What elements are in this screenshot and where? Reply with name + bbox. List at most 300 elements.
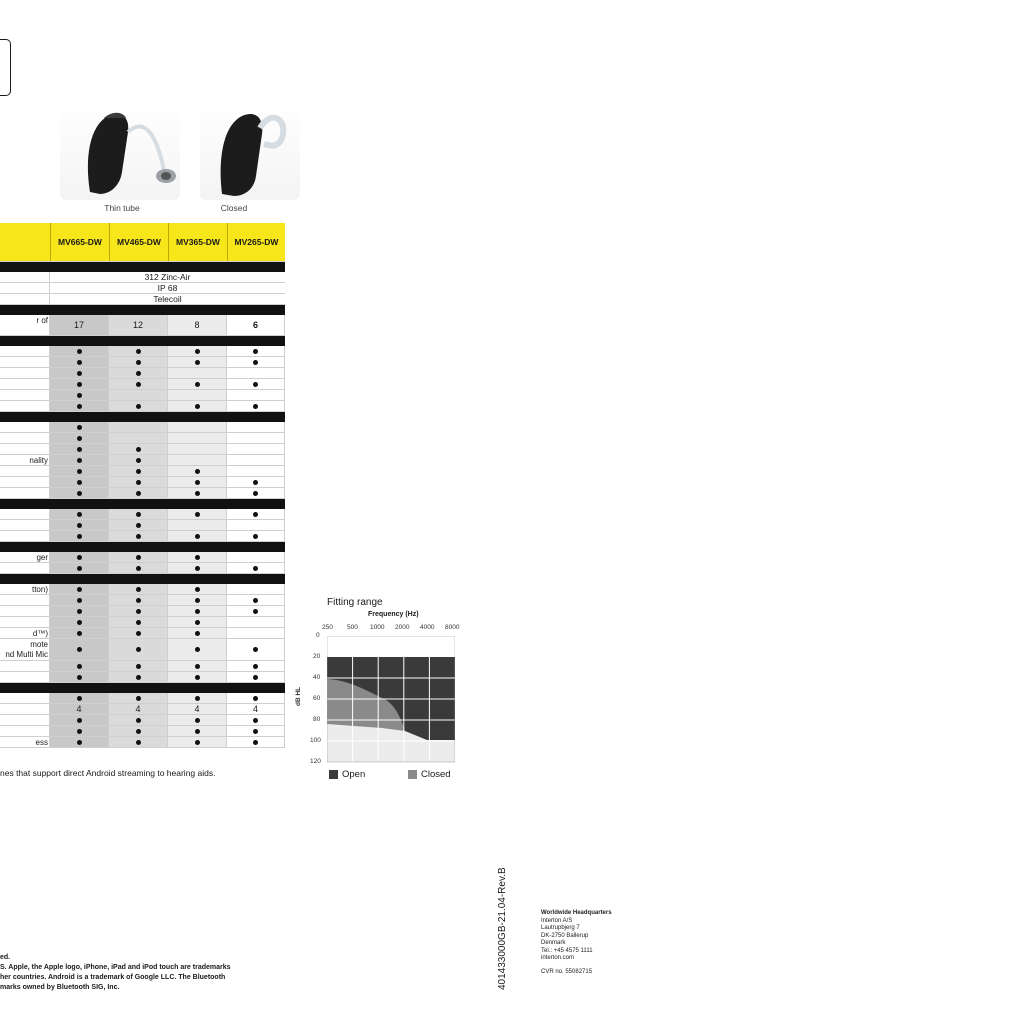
product-image-closed (200, 102, 300, 200)
feature-dot-icon (253, 740, 258, 745)
row-label-cell (0, 422, 50, 432)
table-cell (109, 390, 168, 400)
table-cell (109, 617, 168, 627)
table-row (0, 455, 285, 466)
feature-dot-icon (253, 491, 258, 496)
table-cell (227, 531, 285, 541)
table-cell (50, 563, 109, 573)
row-label-cell (0, 379, 50, 389)
table-row (0, 715, 285, 726)
y-tick-20: 20 (313, 653, 321, 660)
feature-dot-icon (77, 393, 82, 398)
table-cell (109, 433, 168, 443)
legend-closed-label: Closed (421, 769, 451, 780)
x-tick-1000: 1000 (370, 624, 385, 631)
row-label-cell (0, 595, 50, 605)
table-cell (168, 401, 227, 411)
feature-dot-icon (195, 555, 200, 560)
table-cell (50, 368, 109, 378)
table-row (0, 294, 285, 305)
feature-dot-icon (195, 740, 200, 745)
feature-dot-icon (136, 371, 141, 376)
table-cell: 4 (50, 704, 109, 714)
table-cell (50, 531, 109, 541)
headquarters-address (541, 910, 612, 976)
row-label-cell (0, 433, 50, 443)
hq-line-country: Denmark (541, 940, 566, 946)
table-cell (168, 693, 227, 703)
table-cell (50, 466, 109, 476)
y-tick-0: 0 (316, 632, 320, 639)
table-cell (227, 466, 285, 476)
table-cell (168, 477, 227, 487)
row-label-cell (0, 283, 50, 293)
table-cell (227, 661, 285, 671)
feature-dot-icon (195, 512, 200, 517)
table-cell (50, 595, 109, 605)
table-cell (50, 672, 109, 682)
feature-dot-icon (136, 458, 141, 463)
table-cell (168, 346, 227, 356)
table-cell (227, 477, 285, 487)
row-label-fragment: tton) (31, 585, 48, 594)
hq-title: Worldwide Headquarters (541, 910, 612, 916)
table-row (0, 368, 285, 379)
table-cell (227, 357, 285, 367)
feature-dot-icon (77, 512, 82, 517)
feature-dot-icon (195, 598, 200, 603)
feature-dot-icon (136, 534, 141, 539)
row-label-fragment: mote (30, 640, 48, 649)
table-cell (50, 606, 109, 616)
table-cell (50, 584, 109, 594)
feature-dot-icon (195, 382, 200, 387)
section-divider (0, 336, 285, 346)
table-cell (109, 563, 168, 573)
feature-dot-icon (136, 447, 141, 452)
row-label-cell (0, 401, 50, 411)
section-divider (0, 542, 285, 552)
table-cell (109, 444, 168, 454)
feature-dot-icon (77, 480, 82, 485)
table-row (0, 466, 285, 477)
feature-dot-icon (195, 609, 200, 614)
table-cell: 8 (168, 315, 227, 335)
table-cell (109, 520, 168, 530)
feature-dot-icon (136, 631, 141, 636)
legend-open-label: Open (342, 769, 366, 780)
feature-dot-icon (136, 382, 141, 387)
feature-dot-icon (195, 566, 200, 571)
table-cell (50, 357, 109, 367)
table-cell (109, 628, 168, 638)
fitting-range-plot (327, 636, 455, 764)
feature-dot-icon (77, 620, 82, 625)
table-cell (109, 726, 168, 736)
row-label-cell (0, 563, 50, 573)
table-cell (227, 715, 285, 725)
table-cell (50, 346, 109, 356)
table-cell (109, 422, 168, 432)
table-cell (168, 672, 227, 682)
table-cell (109, 639, 168, 660)
feature-dot-icon (136, 609, 141, 614)
table-cell (227, 563, 285, 573)
table-cell (50, 693, 109, 703)
table-row (0, 639, 285, 661)
table-cell (168, 520, 227, 530)
table-cell (168, 466, 227, 476)
feature-dot-icon (253, 382, 258, 387)
row-label-cell (0, 272, 50, 282)
feature-dot-icon (136, 512, 141, 517)
feature-dot-icon (253, 647, 258, 652)
legend-closed-swatch (408, 770, 417, 779)
table-row (0, 346, 285, 357)
table-row (0, 401, 285, 412)
spec-table (0, 223, 285, 748)
row-label-cell (0, 726, 50, 736)
table-cell (168, 606, 227, 616)
table-row (0, 509, 285, 520)
table-cell (109, 466, 168, 476)
feature-dot-icon (77, 609, 82, 614)
table-row (0, 283, 285, 294)
table-cell (227, 346, 285, 356)
feature-dot-icon (136, 404, 141, 409)
legal-line-4: marks owned by Bluetooth SIG, Inc. (0, 984, 120, 991)
caption-thin-tube: Thin tube (104, 203, 140, 213)
row-label-cell (0, 693, 50, 703)
table-row (0, 433, 285, 444)
legal-line-1: ed. (0, 954, 11, 961)
table-cell (168, 455, 227, 465)
row-label-fragment: ess (35, 738, 48, 747)
feature-dot-icon (77, 349, 82, 354)
table-cell (109, 401, 168, 411)
feature-dot-icon (195, 360, 200, 365)
feature-dot-icon (195, 664, 200, 669)
feature-dot-icon (195, 404, 200, 409)
table-cell (227, 693, 285, 703)
table-cell (50, 552, 109, 562)
feature-dot-icon (136, 349, 141, 354)
table-cell (227, 433, 285, 443)
table-row (0, 477, 285, 488)
table-row (0, 693, 285, 704)
table-row (0, 617, 285, 628)
page-frame-corner (0, 39, 11, 96)
table-body (0, 262, 285, 748)
table-cell (168, 509, 227, 519)
hq-line-phone: Tel.: +45 4575 1111 (541, 947, 593, 954)
table-cell (168, 552, 227, 562)
table-cell (109, 379, 168, 389)
feature-dot-icon (77, 566, 82, 571)
feature-dot-icon (77, 647, 82, 652)
feature-dot-icon (195, 491, 200, 496)
table-cell (168, 715, 227, 725)
table-cell (50, 455, 109, 465)
table-cell (168, 737, 227, 747)
table-row (0, 552, 285, 563)
feature-dot-icon (136, 620, 141, 625)
feature-dot-icon (253, 404, 258, 409)
feature-dot-icon (195, 480, 200, 485)
section-divider (0, 499, 285, 509)
row-label-cell (0, 488, 50, 498)
feature-dot-icon (136, 480, 141, 485)
table-row (0, 628, 285, 639)
feature-dot-icon (253, 729, 258, 734)
table-row (0, 315, 285, 336)
fitting-range-title: Fitting range (327, 597, 383, 608)
row-label-cell (0, 357, 50, 367)
table-cell (168, 531, 227, 541)
table-cell (109, 552, 168, 562)
feature-dot-icon (195, 675, 200, 680)
legend-open-swatch (329, 770, 338, 779)
row-label-cell (0, 715, 50, 725)
feature-dot-icon (77, 555, 82, 560)
feature-dot-icon (77, 740, 82, 745)
row-label-cell (0, 617, 50, 627)
feature-dot-icon (77, 729, 82, 734)
table-row (0, 488, 285, 499)
feature-dot-icon (253, 609, 258, 614)
feature-dot-icon (136, 647, 141, 652)
table-cell (109, 531, 168, 541)
table-cell (168, 639, 227, 660)
table-cell (168, 357, 227, 367)
feature-dot-icon (77, 382, 82, 387)
row-label-cell (0, 466, 50, 476)
feature-dot-icon (77, 664, 82, 669)
feature-dot-icon (195, 469, 200, 474)
feature-dot-icon (195, 631, 200, 636)
spanning-value: IP 68 (50, 283, 285, 293)
feature-dot-icon (136, 740, 141, 745)
table-header (0, 223, 285, 262)
table-cell (50, 488, 109, 498)
table-cell (227, 368, 285, 378)
table-cell (109, 584, 168, 594)
table-cell (227, 737, 285, 747)
header-mv265: MV265-DW (227, 223, 285, 261)
y-tick-40: 40 (313, 674, 321, 681)
table-cell (168, 390, 227, 400)
table-cell (50, 477, 109, 487)
table-cell (168, 368, 227, 378)
hq-line-company: Interton A/S (541, 917, 573, 924)
table-row (0, 357, 285, 368)
x-tick-4000: 4000 (420, 624, 435, 631)
row-label-cell (0, 661, 50, 671)
table-cell (227, 401, 285, 411)
table-cell (227, 628, 285, 638)
feature-dot-icon (77, 523, 82, 528)
table-cell (50, 737, 109, 747)
table-cell (168, 595, 227, 605)
feature-dot-icon (136, 675, 141, 680)
feature-dot-icon (77, 404, 82, 409)
spanning-value: 312 Zinc-Air (50, 272, 285, 282)
product-image-thin-tube (60, 102, 180, 200)
feature-dot-icon (253, 480, 258, 485)
row-label-cell (0, 294, 50, 304)
table-cell (50, 390, 109, 400)
feature-dot-icon (253, 718, 258, 723)
feature-dot-icon (77, 436, 82, 441)
table-cell (227, 379, 285, 389)
feature-dot-icon (136, 523, 141, 528)
row-label-cell (0, 444, 50, 454)
table-cell (50, 379, 109, 389)
section-divider (0, 683, 285, 693)
table-cell: 4 (227, 704, 285, 714)
hq-line-city: DK-2750 Ballerup (541, 932, 589, 939)
footnote: nes that support direct Android streaming to hearing aids. (0, 768, 216, 778)
table-cell (227, 520, 285, 530)
row-label-cell (0, 531, 50, 541)
table-cell (227, 606, 285, 616)
table-cell (50, 520, 109, 530)
table-cell (227, 672, 285, 682)
feature-dot-icon (77, 534, 82, 539)
table-row (0, 563, 285, 574)
hq-line-web: interton.com (541, 955, 575, 961)
table-cell (50, 444, 109, 454)
table-cell (168, 379, 227, 389)
section-divider (0, 305, 285, 315)
feature-dot-icon (195, 620, 200, 625)
table-cell (168, 584, 227, 594)
table-cell (109, 488, 168, 498)
feature-dot-icon (253, 598, 258, 603)
row-label-fragment: nd Multi Mic (5, 650, 48, 659)
section-divider (0, 412, 285, 422)
table-row (0, 390, 285, 401)
table-cell (50, 433, 109, 443)
table-cell (109, 477, 168, 487)
row-label-cell (0, 390, 50, 400)
feature-dot-icon (253, 664, 258, 669)
feature-dot-icon (77, 371, 82, 376)
row-label-fragment: d™) (32, 629, 48, 638)
feature-dot-icon (136, 729, 141, 734)
feature-dot-icon (136, 566, 141, 571)
table-cell (168, 617, 227, 627)
table-cell: 4 (168, 704, 227, 714)
header-mv465: MV465-DW (109, 223, 168, 261)
table-cell: 17 (50, 315, 109, 335)
feature-dot-icon (136, 696, 141, 701)
feature-dot-icon (253, 512, 258, 517)
feature-dot-icon (136, 664, 141, 669)
table-cell (109, 595, 168, 605)
feature-dot-icon (77, 447, 82, 452)
feature-dot-icon (136, 469, 141, 474)
table-cell (109, 693, 168, 703)
table-cell (168, 444, 227, 454)
header-mv665: MV665-DW (50, 223, 109, 261)
table-cell (109, 509, 168, 519)
table-cell: 4 (109, 704, 168, 714)
feature-dot-icon (136, 491, 141, 496)
table-cell: 6 (227, 315, 285, 335)
table-cell (227, 726, 285, 736)
table-cell (109, 606, 168, 616)
feature-dot-icon (77, 491, 82, 496)
feature-dot-icon (195, 718, 200, 723)
row-label-cell (0, 520, 50, 530)
table-cell (50, 617, 109, 627)
row-label-cell (0, 509, 50, 519)
feature-dot-icon (136, 598, 141, 603)
row-label-fragment: r of (36, 316, 48, 325)
table-cell (109, 737, 168, 747)
row-label-cell (0, 346, 50, 356)
table-cell (227, 422, 285, 432)
y-tick-120: 120 (310, 758, 321, 765)
feature-dot-icon (77, 425, 82, 430)
feature-dot-icon (77, 696, 82, 701)
feature-dot-icon (253, 566, 258, 571)
feature-dot-icon (253, 360, 258, 365)
table-cell (109, 661, 168, 671)
feature-dot-icon (77, 360, 82, 365)
table-cell (168, 661, 227, 671)
hq-cvr: CVR no. 55082715 (541, 968, 593, 975)
section-divider (0, 262, 285, 272)
feature-dot-icon (195, 647, 200, 652)
table-cell (168, 628, 227, 638)
y-axis-label: dB HL (295, 686, 302, 706)
table-cell (109, 455, 168, 465)
feature-dot-icon (136, 718, 141, 723)
caption-closed: Closed (220, 203, 248, 213)
table-cell (227, 595, 285, 605)
y-tick-100: 100 (310, 737, 321, 744)
legal-line-2: S. Apple, the Apple logo, iPhone, iPad and iPod touch are trademarks (0, 964, 231, 971)
feature-dot-icon (253, 534, 258, 539)
table-cell (227, 639, 285, 660)
table-cell (109, 672, 168, 682)
table-cell (50, 661, 109, 671)
table-cell (168, 433, 227, 443)
table-cell (227, 584, 285, 594)
feature-dot-icon (77, 675, 82, 680)
row-label-cell (0, 477, 50, 487)
table-row (0, 422, 285, 433)
row-label-cell (0, 704, 50, 714)
table-cell (227, 390, 285, 400)
table-cell (109, 715, 168, 725)
table-cell (168, 726, 227, 736)
table-cell (50, 422, 109, 432)
table-row (0, 737, 285, 748)
feature-dot-icon (195, 729, 200, 734)
feature-dot-icon (195, 534, 200, 539)
table-row (0, 520, 285, 531)
row-label-cell (0, 606, 50, 616)
table-row (0, 531, 285, 542)
table-row (0, 606, 285, 617)
table-row (0, 726, 285, 737)
table-cell: 12 (109, 315, 168, 335)
x-tick-2000: 2000 (395, 624, 410, 631)
y-tick-60: 60 (313, 695, 321, 702)
